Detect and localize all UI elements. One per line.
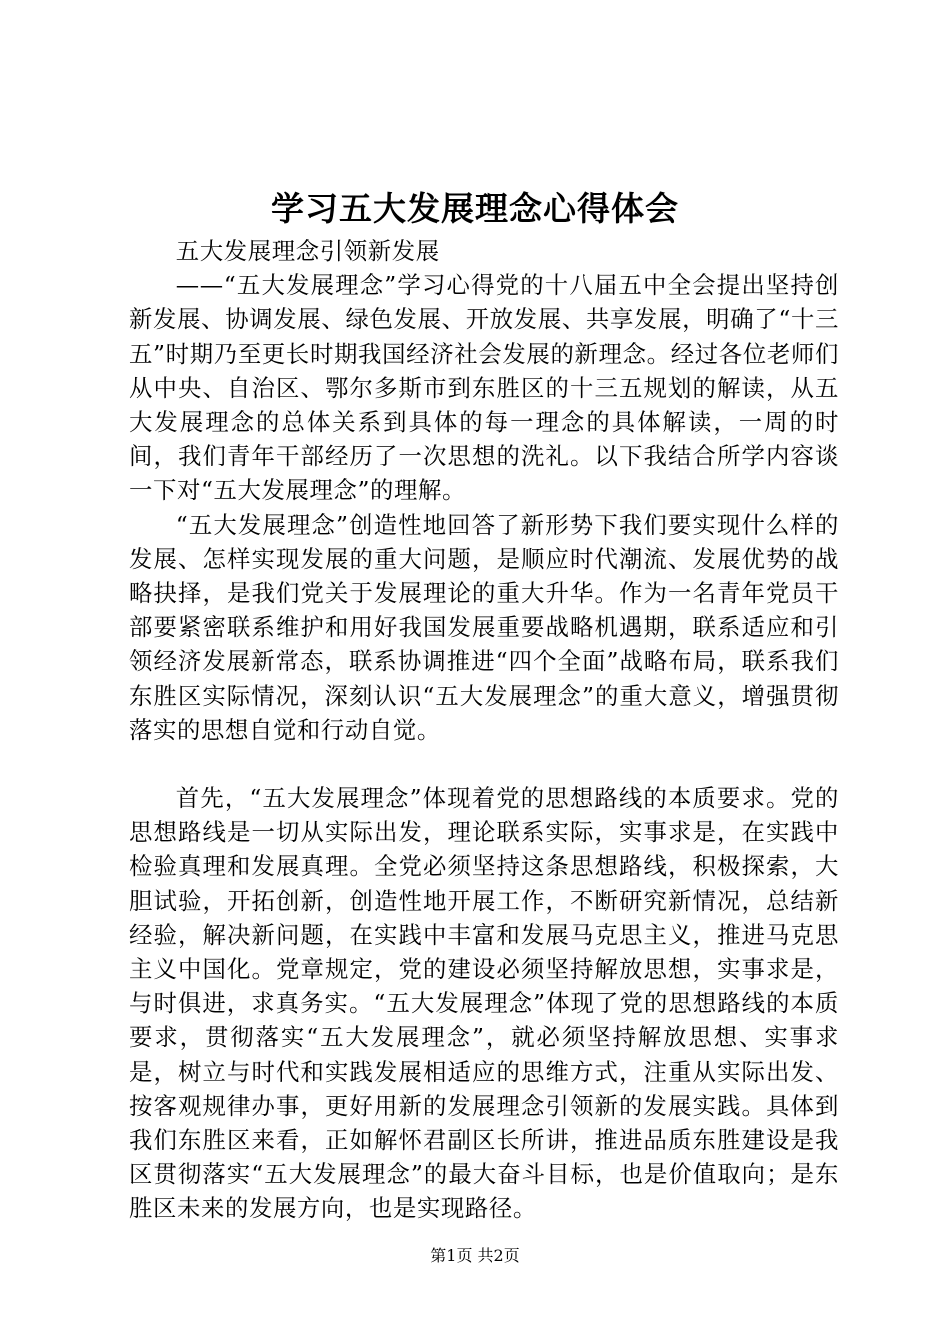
paragraph-intro: ——“五大发展理念”学习心得党的十八届五中全会提出坚持创新发展、协调发展、绿色发展、开放发展、共享发展，明确了“十三五”时期乃至更长时期我国经济社会发展的新理念。经过各位老师们从中央、自治区、鄂尔多斯市到东胜区的十三五规划的解读，从五大发展理念的总体关系到具体的每一理念的具体解读，一周的时间，我们青年干部经历了一次思想的洗礼。以下我结合所学内容谈一下对“五大发展理念”的理解。 bbox=[129, 271, 839, 505]
page-footer: 第1页 共2页 bbox=[430, 1246, 520, 1265]
paragraph-significance: “五大发展理念”创造性地回答了新形势下我们要实现什么样的发展、怎样实现发展的重大问题，是顺应时代潮流、发展优势的战略抉择，是我们党关于发展理论的重大升华。作为一名青年党员干部要紧密联系维护和用好我国发展重要战略机遇期，联系适应和引领经济发展新常态，联系协调推进“四个全面”战略布局，联系我们东胜区实际情况，深刻认识“五大发展理念”的重大意义，增强贯彻落实的思想自觉和行动自觉。 bbox=[129, 510, 839, 744]
document-subtitle: 五大发展理念引领新发展 bbox=[175, 237, 440, 265]
paragraph-first-point: 首先，“五大发展理念”体现着党的思想路线的本质要求。党的思想路线是一切从实际出发，理论联系实际，实事求是，在实践中检验真理和发展真理。全党必须坚持这条思想路线，积极探索，大胆试验，开拓创新，创造性地开展工作，不断研究新情况，总结新经验，解决新问题，在实践中丰富和发展马克思主义，推进马克思主义中国化。党章规定，党的建设必须坚持解放思想，实事求是，与时俱进，求真务实。“五大发展理念”体现了党的思想路线的本质要求，贯彻落实“五大发展理念”，就必须坚持解放思想、实事求是，树立与时代和实践发展相适应的思维方式，注重从实际出发、按客观规律办事，更好用新的发展理念引领新的发展实践。具体到我们东胜区来看，正如解怀君副区长所讲，推进品质东胜建设是我区贯彻落实“五大发展理念”的最大奋斗目标，也是价值取向；是东胜区未来的发展方向，也是实现路径。 bbox=[129, 784, 839, 1223]
document-body bbox=[129, 234, 839, 1226]
document-title: 学习五大发展理念心得体会 bbox=[271, 189, 679, 228]
